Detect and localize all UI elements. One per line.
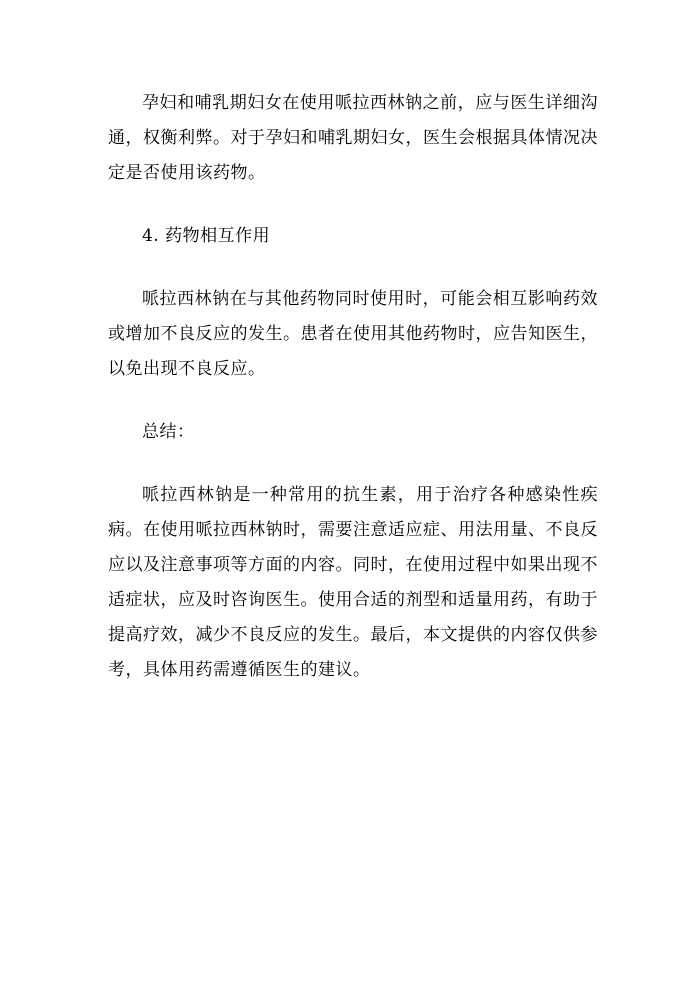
paragraph-gap [108, 387, 598, 415]
paragraph-pregnancy: 孕妇和哺乳期妇女在使用哌拉西林钠之前，应与医生详细沟通，权衡利弊。对于孕妇和哺乳期妇女，医生会根据具体情况决定是否使用该药物。 [108, 93, 598, 183]
document-body [108, 86, 598, 688]
paragraph-gap [108, 450, 598, 478]
paragraph-interactions: 哌拉西林钠在与其他药物同时使用时，可能会相互影响药效或增加不良反应的发生。患者在使用其他药物时，应告知医生，以免出现不良反应。 [108, 289, 598, 379]
paragraph-gap [108, 191, 598, 219]
paragraph-summary: 哌拉西林钠是一种常用的抗生素，用于治疗各种感染性疾病。在使用哌拉西林钠时，需要注意适应症、用法用量、不良反应以及注意事项等方面的内容。同时，在使用过程中如果出现不适症状，应及时咨询医生。使用合适的剂型和适量用药，有助于提高疗效，减少不良反应的发生。最后，本文提供的内容仅供参考，具体用药需遵循医生的建议。 [108, 485, 598, 680]
paragraph-gap [108, 254, 598, 282]
section-heading-summary: 总结： [142, 422, 195, 442]
section-heading-drug-interactions: 4. 药物相互作用 [142, 226, 271, 246]
